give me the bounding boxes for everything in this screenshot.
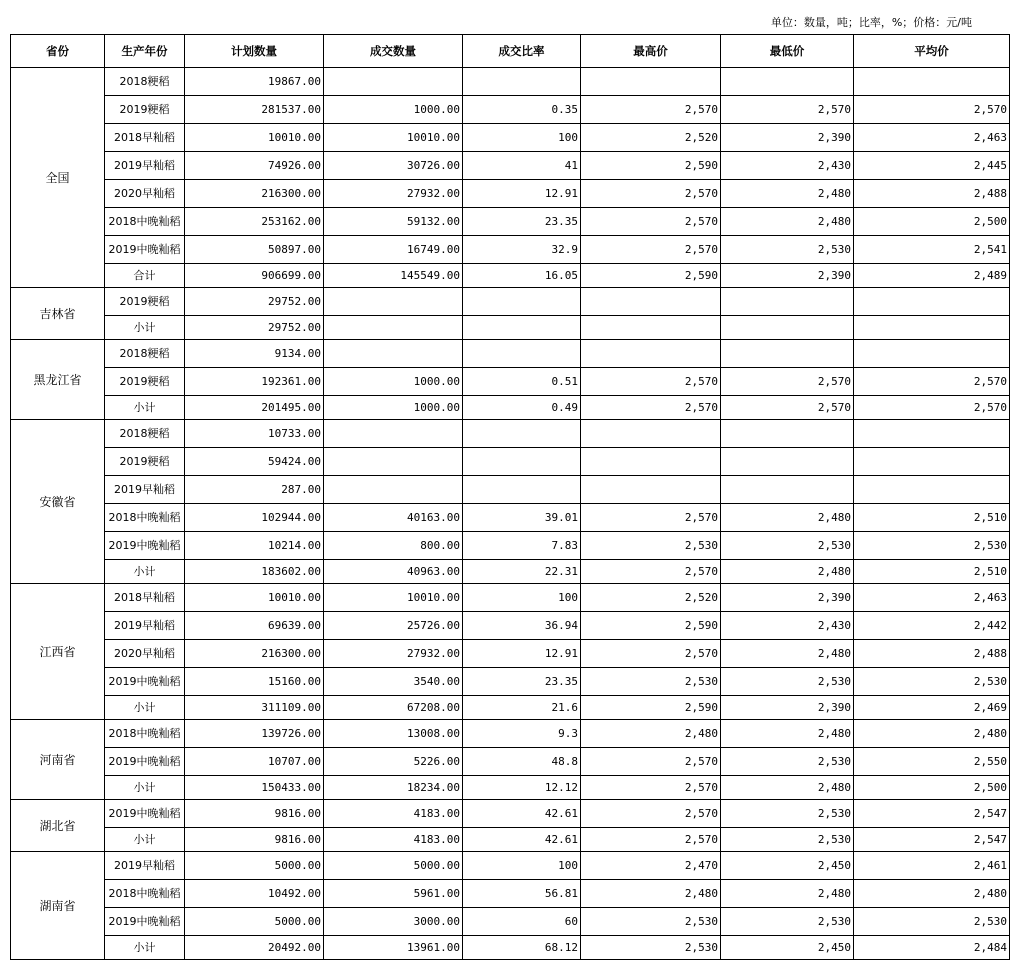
avg-price-cell: 2,550	[854, 748, 1010, 776]
traded-qty-cell	[324, 68, 463, 96]
year-cell: 2018中晚籼稻	[105, 504, 185, 532]
max-price-cell: 2,480	[581, 880, 721, 908]
year-cell: 小计	[105, 560, 185, 584]
traded-qty-cell: 1000.00	[324, 396, 463, 420]
column-header: 生产年份	[105, 35, 185, 68]
avg-price-cell: 2,541	[854, 236, 1010, 264]
max-price-cell: 2,530	[581, 532, 721, 560]
year-cell: 2019粳稻	[105, 288, 185, 316]
table-row	[11, 288, 1010, 316]
year-cell: 2020早籼稻	[105, 180, 185, 208]
traded-qty-cell	[324, 288, 463, 316]
min-price-cell: 2,480	[721, 880, 854, 908]
table-row	[11, 316, 1010, 340]
province-cell: 安徽省	[11, 420, 105, 584]
planned-qty-cell: 10733.00	[185, 420, 324, 448]
year-cell: 2018中晚籼稻	[105, 208, 185, 236]
avg-price-cell: 2,510	[854, 560, 1010, 584]
province-cell: 江西省	[11, 584, 105, 720]
table-row	[11, 68, 1010, 96]
avg-price-cell: 2,469	[854, 696, 1010, 720]
min-price-cell: 2,570	[721, 396, 854, 420]
min-price-cell	[721, 316, 854, 340]
traded-qty-cell: 67208.00	[324, 696, 463, 720]
avg-price-cell	[854, 68, 1010, 96]
province-cell: 黑龙江省	[11, 340, 105, 420]
max-price-cell: 2,570	[581, 800, 721, 828]
avg-price-cell: 2,500	[854, 208, 1010, 236]
planned-qty-cell: 10214.00	[185, 532, 324, 560]
max-price-cell: 2,570	[581, 368, 721, 396]
avg-price-cell: 2,480	[854, 880, 1010, 908]
table-row	[11, 124, 1010, 152]
year-cell: 2020早籼稻	[105, 640, 185, 668]
table-row	[11, 800, 1010, 828]
trade-ratio-cell: 39.01	[463, 504, 581, 532]
max-price-cell	[581, 476, 721, 504]
year-cell: 2018中晚籼稻	[105, 880, 185, 908]
year-cell: 2019中晚籼稻	[105, 748, 185, 776]
max-price-cell: 2,530	[581, 908, 721, 936]
traded-qty-cell: 25726.00	[324, 612, 463, 640]
table-row	[11, 340, 1010, 368]
min-price-cell: 2,430	[721, 612, 854, 640]
min-price-cell: 2,390	[721, 584, 854, 612]
table-row	[11, 420, 1010, 448]
auction-results-table	[10, 34, 1010, 960]
trade-ratio-cell: 0.35	[463, 96, 581, 124]
min-price-cell: 2,390	[721, 124, 854, 152]
min-price-cell: 2,480	[721, 504, 854, 532]
trade-ratio-cell: 48.8	[463, 748, 581, 776]
min-price-cell: 2,480	[721, 640, 854, 668]
avg-price-cell	[854, 316, 1010, 340]
planned-qty-cell: 10707.00	[185, 748, 324, 776]
min-price-cell: 2,570	[721, 96, 854, 124]
year-cell: 2018早籼稻	[105, 124, 185, 152]
table-row	[11, 828, 1010, 852]
avg-price-cell: 2,547	[854, 828, 1010, 852]
traded-qty-cell: 5961.00	[324, 880, 463, 908]
min-price-cell: 2,390	[721, 264, 854, 288]
traded-qty-cell: 800.00	[324, 532, 463, 560]
province-cell: 湖南省	[11, 852, 105, 960]
trade-ratio-cell	[463, 476, 581, 504]
planned-qty-cell: 281537.00	[185, 96, 324, 124]
trade-ratio-cell: 36.94	[463, 612, 581, 640]
year-cell: 2019中晚籼稻	[105, 236, 185, 264]
avg-price-cell	[854, 340, 1010, 368]
trade-ratio-cell: 21.6	[463, 696, 581, 720]
year-cell: 小计	[105, 316, 185, 340]
min-price-cell	[721, 340, 854, 368]
traded-qty-cell: 145549.00	[324, 264, 463, 288]
planned-qty-cell: 216300.00	[185, 640, 324, 668]
max-price-cell: 2,570	[581, 640, 721, 668]
traded-qty-cell: 1000.00	[324, 96, 463, 124]
planned-qty-cell: 183602.00	[185, 560, 324, 584]
table-row	[11, 696, 1010, 720]
max-price-cell: 2,520	[581, 584, 721, 612]
table-row	[11, 640, 1010, 668]
avg-price-cell: 2,489	[854, 264, 1010, 288]
avg-price-cell: 2,463	[854, 124, 1010, 152]
avg-price-cell: 2,463	[854, 584, 1010, 612]
trade-ratio-cell	[463, 68, 581, 96]
min-price-cell: 2,530	[721, 236, 854, 264]
planned-qty-cell: 9816.00	[185, 800, 324, 828]
planned-qty-cell: 10010.00	[185, 124, 324, 152]
year-cell: 2019粳稻	[105, 96, 185, 124]
traded-qty-cell: 3540.00	[324, 668, 463, 696]
column-header: 省份	[11, 35, 105, 68]
max-price-cell: 2,590	[581, 152, 721, 180]
planned-qty-cell: 50897.00	[185, 236, 324, 264]
year-cell: 2019中晚籼稻	[105, 532, 185, 560]
column-header: 成交数量	[324, 35, 463, 68]
trade-ratio-cell: 12.91	[463, 180, 581, 208]
min-price-cell: 2,450	[721, 852, 854, 880]
avg-price-cell: 2,570	[854, 368, 1010, 396]
planned-qty-cell: 9816.00	[185, 828, 324, 852]
traded-qty-cell: 27932.00	[324, 180, 463, 208]
max-price-cell: 2,570	[581, 828, 721, 852]
traded-qty-cell: 3000.00	[324, 908, 463, 936]
avg-price-cell	[854, 448, 1010, 476]
trade-ratio-cell: 56.81	[463, 880, 581, 908]
avg-price-cell: 2,488	[854, 640, 1010, 668]
max-price-cell: 2,570	[581, 396, 721, 420]
table-row	[11, 532, 1010, 560]
province-cell: 河南省	[11, 720, 105, 800]
year-cell: 2018粳稻	[105, 340, 185, 368]
year-cell: 2019中晚籼稻	[105, 800, 185, 828]
avg-price-cell: 2,461	[854, 852, 1010, 880]
year-cell: 2018中晚籼稻	[105, 720, 185, 748]
traded-qty-cell: 30726.00	[324, 152, 463, 180]
max-price-cell: 2,590	[581, 264, 721, 288]
planned-qty-cell: 906699.00	[185, 264, 324, 288]
trade-ratio-cell: 100	[463, 584, 581, 612]
planned-qty-cell: 253162.00	[185, 208, 324, 236]
avg-price-cell: 2,530	[854, 668, 1010, 696]
table-row	[11, 504, 1010, 532]
year-cell: 合计	[105, 264, 185, 288]
trade-ratio-cell	[463, 340, 581, 368]
traded-qty-cell: 10010.00	[324, 584, 463, 612]
table-row	[11, 720, 1010, 748]
max-price-cell: 2,570	[581, 748, 721, 776]
min-price-cell: 2,450	[721, 936, 854, 960]
traded-qty-cell	[324, 316, 463, 340]
max-price-cell	[581, 340, 721, 368]
avg-price-cell	[854, 476, 1010, 504]
planned-qty-cell: 74926.00	[185, 152, 324, 180]
table-row	[11, 776, 1010, 800]
traded-qty-cell: 40963.00	[324, 560, 463, 584]
min-price-cell: 2,530	[721, 748, 854, 776]
planned-qty-cell: 29752.00	[185, 288, 324, 316]
year-cell: 2019粳稻	[105, 368, 185, 396]
table-row	[11, 476, 1010, 504]
year-cell: 2018粳稻	[105, 420, 185, 448]
max-price-cell: 2,530	[581, 936, 721, 960]
year-cell: 2019中晚籼稻	[105, 668, 185, 696]
max-price-cell: 2,570	[581, 776, 721, 800]
trade-ratio-cell: 41	[463, 152, 581, 180]
avg-price-cell: 2,488	[854, 180, 1010, 208]
trade-ratio-cell: 68.12	[463, 936, 581, 960]
trade-ratio-cell	[463, 316, 581, 340]
planned-qty-cell: 192361.00	[185, 368, 324, 396]
min-price-cell	[721, 448, 854, 476]
max-price-cell	[581, 448, 721, 476]
min-price-cell	[721, 476, 854, 504]
min-price-cell	[721, 288, 854, 316]
avg-price-cell: 2,570	[854, 96, 1010, 124]
column-header: 平均价	[854, 35, 1010, 68]
max-price-cell: 2,480	[581, 720, 721, 748]
avg-price-cell: 2,510	[854, 504, 1010, 532]
table-row	[11, 236, 1010, 264]
traded-qty-cell: 5226.00	[324, 748, 463, 776]
min-price-cell: 2,530	[721, 828, 854, 852]
min-price-cell: 2,480	[721, 560, 854, 584]
max-price-cell: 2,520	[581, 124, 721, 152]
min-price-cell: 2,530	[721, 668, 854, 696]
table-row	[11, 668, 1010, 696]
table-row	[11, 852, 1010, 880]
column-header: 最高价	[581, 35, 721, 68]
year-cell: 小计	[105, 776, 185, 800]
planned-qty-cell: 311109.00	[185, 696, 324, 720]
planned-qty-cell: 20492.00	[185, 936, 324, 960]
avg-price-cell: 2,480	[854, 720, 1010, 748]
avg-price-cell	[854, 288, 1010, 316]
planned-qty-cell: 102944.00	[185, 504, 324, 532]
trade-ratio-cell: 23.35	[463, 208, 581, 236]
trade-ratio-cell: 100	[463, 852, 581, 880]
planned-qty-cell: 10492.00	[185, 880, 324, 908]
trade-ratio-cell: 16.05	[463, 264, 581, 288]
trade-ratio-cell	[463, 288, 581, 316]
traded-qty-cell: 13008.00	[324, 720, 463, 748]
min-price-cell: 2,480	[721, 776, 854, 800]
header-row	[11, 35, 1010, 68]
unit-note: 单位：数量，吨；比率，%；价格：元/吨	[770, 16, 972, 29]
table-row	[11, 152, 1010, 180]
planned-qty-cell: 287.00	[185, 476, 324, 504]
trade-ratio-cell: 42.61	[463, 800, 581, 828]
planned-qty-cell: 29752.00	[185, 316, 324, 340]
column-header: 最低价	[721, 35, 854, 68]
max-price-cell	[581, 316, 721, 340]
column-header: 计划数量	[185, 35, 324, 68]
min-price-cell: 2,390	[721, 696, 854, 720]
traded-qty-cell: 59132.00	[324, 208, 463, 236]
table-row	[11, 560, 1010, 584]
planned-qty-cell: 19867.00	[185, 68, 324, 96]
min-price-cell: 2,480	[721, 208, 854, 236]
max-price-cell: 2,570	[581, 560, 721, 584]
trade-ratio-cell: 9.3	[463, 720, 581, 748]
year-cell: 小计	[105, 396, 185, 420]
avg-price-cell	[854, 420, 1010, 448]
max-price-cell	[581, 68, 721, 96]
table-row	[11, 180, 1010, 208]
trade-ratio-cell	[463, 448, 581, 476]
table-row	[11, 584, 1010, 612]
table-body	[11, 68, 1010, 960]
table-row	[11, 880, 1010, 908]
traded-qty-cell: 5000.00	[324, 852, 463, 880]
province-cell: 全国	[11, 68, 105, 288]
planned-qty-cell: 139726.00	[185, 720, 324, 748]
year-cell: 2018早籼稻	[105, 584, 185, 612]
trade-ratio-cell: 12.12	[463, 776, 581, 800]
min-price-cell	[721, 420, 854, 448]
year-cell: 2019粳稻	[105, 448, 185, 476]
min-price-cell	[721, 68, 854, 96]
table-row	[11, 368, 1010, 396]
table-row	[11, 908, 1010, 936]
trade-ratio-cell: 7.83	[463, 532, 581, 560]
table-row	[11, 936, 1010, 960]
avg-price-cell: 2,500	[854, 776, 1010, 800]
min-price-cell: 2,530	[721, 532, 854, 560]
traded-qty-cell: 27932.00	[324, 640, 463, 668]
traded-qty-cell: 16749.00	[324, 236, 463, 264]
traded-qty-cell: 4183.00	[324, 828, 463, 852]
table-row	[11, 208, 1010, 236]
year-cell: 2018粳稻	[105, 68, 185, 96]
trade-ratio-cell	[463, 420, 581, 448]
planned-qty-cell: 15160.00	[185, 668, 324, 696]
planned-qty-cell: 150433.00	[185, 776, 324, 800]
max-price-cell: 2,570	[581, 208, 721, 236]
traded-qty-cell	[324, 420, 463, 448]
traded-qty-cell	[324, 476, 463, 504]
min-price-cell: 2,570	[721, 368, 854, 396]
year-cell: 2019早籼稻	[105, 476, 185, 504]
avg-price-cell: 2,547	[854, 800, 1010, 828]
max-price-cell: 2,570	[581, 236, 721, 264]
traded-qty-cell	[324, 340, 463, 368]
planned-qty-cell: 216300.00	[185, 180, 324, 208]
trade-ratio-cell: 22.31	[463, 560, 581, 584]
max-price-cell	[581, 420, 721, 448]
table-row	[11, 264, 1010, 288]
avg-price-cell: 2,442	[854, 612, 1010, 640]
table-row	[11, 448, 1010, 476]
planned-qty-cell: 5000.00	[185, 852, 324, 880]
table-row	[11, 612, 1010, 640]
min-price-cell: 2,530	[721, 908, 854, 936]
avg-price-cell: 2,484	[854, 936, 1010, 960]
traded-qty-cell: 40163.00	[324, 504, 463, 532]
avg-price-cell: 2,530	[854, 532, 1010, 560]
trade-ratio-cell: 32.9	[463, 236, 581, 264]
planned-qty-cell: 59424.00	[185, 448, 324, 476]
trade-ratio-cell: 42.61	[463, 828, 581, 852]
planned-qty-cell: 69639.00	[185, 612, 324, 640]
traded-qty-cell: 1000.00	[324, 368, 463, 396]
table-row	[11, 748, 1010, 776]
min-price-cell: 2,430	[721, 152, 854, 180]
max-price-cell: 2,470	[581, 852, 721, 880]
planned-qty-cell: 5000.00	[185, 908, 324, 936]
year-cell: 2019早籼稻	[105, 852, 185, 880]
planned-qty-cell: 9134.00	[185, 340, 324, 368]
max-price-cell: 2,530	[581, 668, 721, 696]
trade-ratio-cell: 12.91	[463, 640, 581, 668]
traded-qty-cell: 10010.00	[324, 124, 463, 152]
province-cell: 吉林省	[11, 288, 105, 340]
avg-price-cell: 2,445	[854, 152, 1010, 180]
trade-ratio-cell: 0.49	[463, 396, 581, 420]
traded-qty-cell: 4183.00	[324, 800, 463, 828]
min-price-cell: 2,480	[721, 720, 854, 748]
min-price-cell: 2,480	[721, 180, 854, 208]
traded-qty-cell: 18234.00	[324, 776, 463, 800]
column-header: 成交比率	[463, 35, 581, 68]
max-price-cell	[581, 288, 721, 316]
min-price-cell: 2,530	[721, 800, 854, 828]
year-cell: 小计	[105, 696, 185, 720]
max-price-cell: 2,570	[581, 180, 721, 208]
max-price-cell: 2,590	[581, 696, 721, 720]
year-cell: 小计	[105, 828, 185, 852]
year-cell: 2019早籼稻	[105, 152, 185, 180]
planned-qty-cell: 201495.00	[185, 396, 324, 420]
table-row	[11, 96, 1010, 124]
trade-ratio-cell: 100	[463, 124, 581, 152]
max-price-cell: 2,570	[581, 504, 721, 532]
traded-qty-cell: 13961.00	[324, 936, 463, 960]
avg-price-cell: 2,530	[854, 908, 1010, 936]
planned-qty-cell: 10010.00	[185, 584, 324, 612]
trade-ratio-cell: 60	[463, 908, 581, 936]
traded-qty-cell	[324, 448, 463, 476]
year-cell: 2019中晚籼稻	[105, 908, 185, 936]
province-cell: 湖北省	[11, 800, 105, 852]
trade-ratio-cell: 23.35	[463, 668, 581, 696]
max-price-cell: 2,570	[581, 96, 721, 124]
year-cell: 2019早籼稻	[105, 612, 185, 640]
max-price-cell: 2,590	[581, 612, 721, 640]
avg-price-cell: 2,570	[854, 396, 1010, 420]
table-row	[11, 396, 1010, 420]
year-cell: 小计	[105, 936, 185, 960]
trade-ratio-cell: 0.51	[463, 368, 581, 396]
